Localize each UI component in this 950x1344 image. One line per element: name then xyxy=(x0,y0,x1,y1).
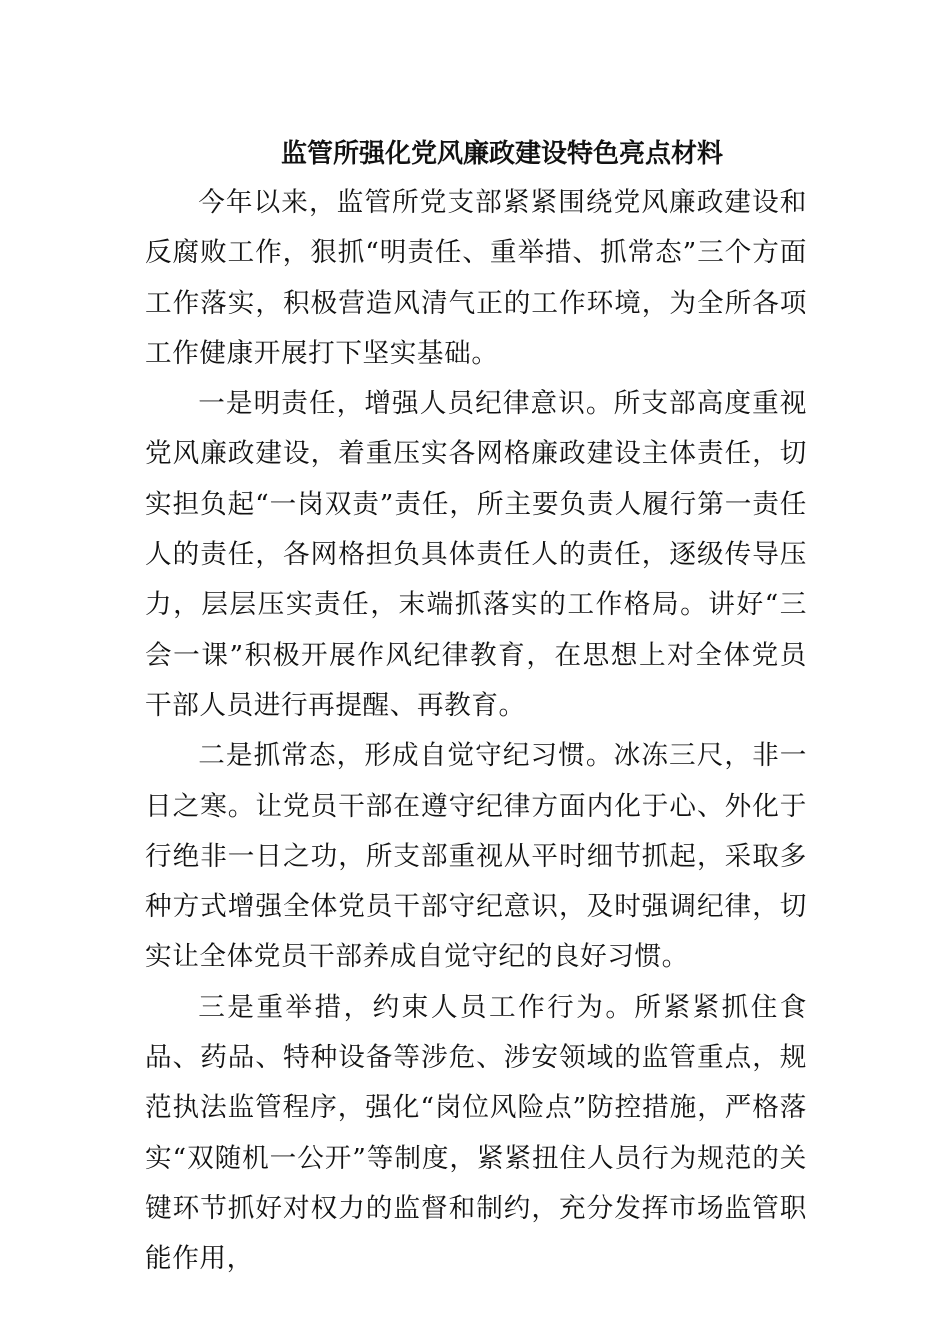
document-title: 监管所强化党风廉政建设特色亮点材料 xyxy=(280,139,723,169)
paragraph-clarify-responsibility: 一是明责任，增强人员纪律意识。所支部高度重视党风廉政建设，着重压实各网格廉政建设主体责任，切实担负起“一岗双责”责任，所主要负责人履行第一责任人的责任，各网格担负具体责任人的责任，逐级传导压力，层层压实责任，末端抓落实的工作格局。讲好“三会一课”积极开展作风纪律教育，在思想上对全体党员干部人员进行再提醒、再教育。 xyxy=(145,388,807,721)
document-body xyxy=(145,178,807,1285)
paragraph-normalize-discipline: 二是抓常态，形成自觉守纪习惯。冰冻三尺，非一日之寒。让党员干部在遵守纪律方面内化于心、外化于行绝非一日之功，所支部重视从平时细节抓起，采取多种方式增强全体党员干部守纪意识，及时强调纪律，切实让全体党员干部养成自觉守纪的良好习惯。 xyxy=(145,740,807,973)
paragraph-key-measures: 三是重举措，约束人员工作行为。所紧紧抓住食品、药品、特种设备等涉危、涉安领域的监管重点，规范执法监管程序，强化“岗位风险点”防控措施，严格落实“双随机一公开”等制度，紧紧扭住人员行为规范的关键环节抓好对权力的监督和制约，充分发挥市场监管职能作用， xyxy=(145,991,807,1275)
paragraph-intro: 今年以来，监管所党支部紧紧围绕党风廉政建设和反腐败工作，狠抓“明责任、重举措、抓常态”三个方面工作落实，积极营造风清气正的工作环境，为全所各项工作健康开展打下坚实基础。 xyxy=(145,187,807,369)
